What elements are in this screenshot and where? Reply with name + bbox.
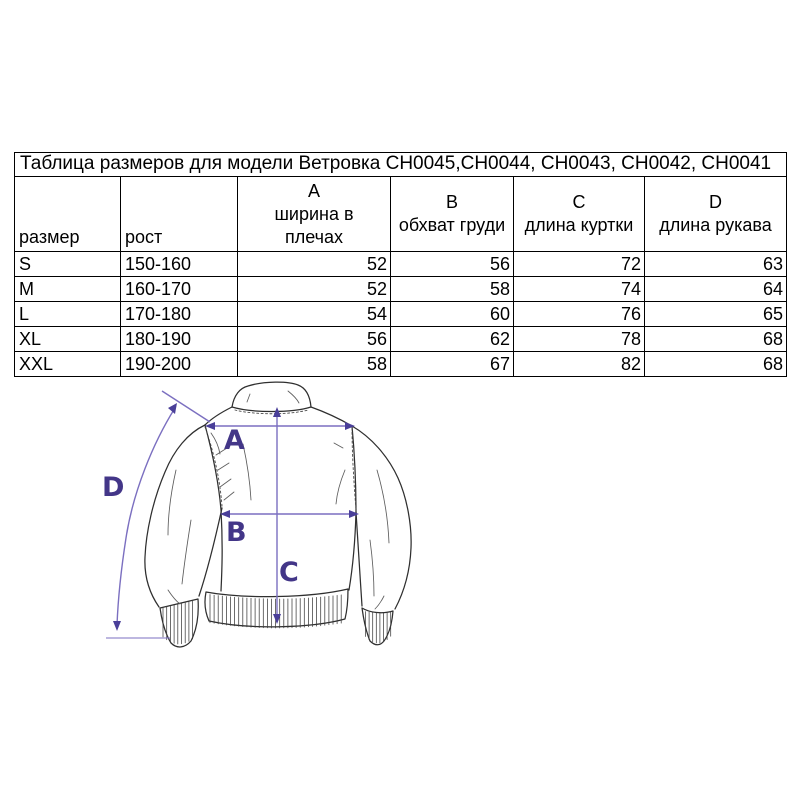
d-cell: 63	[645, 252, 787, 277]
size-cell: L	[15, 302, 121, 327]
a-cell: 56	[238, 327, 391, 352]
a-cell: 54	[238, 302, 391, 327]
a-cell: 52	[238, 277, 391, 302]
right-cuff-outline	[362, 608, 393, 645]
arrow-a-head-right	[345, 422, 355, 430]
header-a-shoulder-width	[238, 177, 391, 252]
header-size	[15, 177, 121, 252]
c-cell: 76	[514, 302, 645, 327]
height-cell: 180-190	[121, 327, 238, 352]
measure-label-d: D	[102, 472, 125, 503]
height-cell: 160-170	[121, 277, 238, 302]
d-cell: 64	[645, 277, 787, 302]
a-cell: 58	[238, 352, 391, 377]
height-cell: 170-180	[121, 302, 238, 327]
left-sleeve-inner	[199, 508, 222, 596]
size-table	[14, 152, 787, 377]
header-line: A	[307, 180, 320, 201]
header-line: рост	[125, 227, 163, 247]
table-row-l	[15, 302, 787, 327]
table-header-row	[15, 177, 787, 252]
header-c-jacket-length	[514, 177, 645, 252]
header-line: обхват груди	[398, 215, 506, 235]
c-cell: 72	[514, 252, 645, 277]
d-cell: 68	[645, 352, 787, 377]
b-cell: 60	[391, 302, 514, 327]
size-cell: XL	[15, 327, 121, 352]
header-line: D	[709, 192, 722, 212]
collar-bottom-seam	[232, 407, 311, 412]
size-cell: M	[15, 277, 121, 302]
header-line: C	[572, 192, 586, 212]
header-line: плечах	[284, 226, 344, 247]
arrow-d-head-bottom	[113, 621, 121, 631]
d-cell: 68	[645, 327, 787, 352]
c-cell: 74	[514, 277, 645, 302]
b-cell: 67	[391, 352, 514, 377]
table-row-m	[15, 277, 787, 302]
header-line: длина куртки	[524, 215, 634, 235]
height-cell: 190-200	[121, 352, 238, 377]
b-cell: 58	[391, 277, 514, 302]
header-b-chest	[391, 177, 514, 252]
measure-label-c: C	[279, 557, 299, 588]
hem-ribs	[210, 595, 341, 629]
jacket-measurement-diagram	[80, 372, 460, 684]
measure-label-b: B	[226, 517, 247, 548]
header-line: ширина в	[274, 203, 354, 224]
c-cell: 78	[514, 327, 645, 352]
collar-crease	[288, 391, 299, 403]
left-shoulder	[205, 407, 232, 425]
arrow-b-head-right	[349, 510, 359, 518]
right-sleeve-inner	[356, 512, 362, 606]
size-cell: S	[15, 252, 121, 277]
left-sleeve-outline	[145, 425, 205, 607]
header-height	[121, 177, 238, 252]
b-cell: 56	[391, 252, 514, 277]
header-line: B	[445, 192, 458, 212]
c-cell: 82	[514, 352, 645, 377]
table-title: Таблица размеров для модели Ветровка CH0045,CH0044, CH0043, CH0042, CH0041	[15, 153, 787, 177]
table-row-xl	[15, 327, 787, 352]
table-title-row	[15, 153, 787, 177]
header-line: длина рукава	[659, 215, 772, 235]
header-d-sleeve-length	[645, 177, 787, 252]
d-cell: 65	[645, 302, 787, 327]
header-line: размер	[19, 227, 80, 247]
arrow-d-curve	[117, 408, 175, 625]
right-cuff-ribs	[366, 612, 391, 643]
a-cell: 52	[238, 252, 391, 277]
measure-label-a: A	[224, 425, 245, 456]
height-cell: 150-160	[121, 252, 238, 277]
table-row-s	[15, 252, 787, 277]
b-cell: 62	[391, 327, 514, 352]
size-cell: XXL	[15, 352, 121, 377]
